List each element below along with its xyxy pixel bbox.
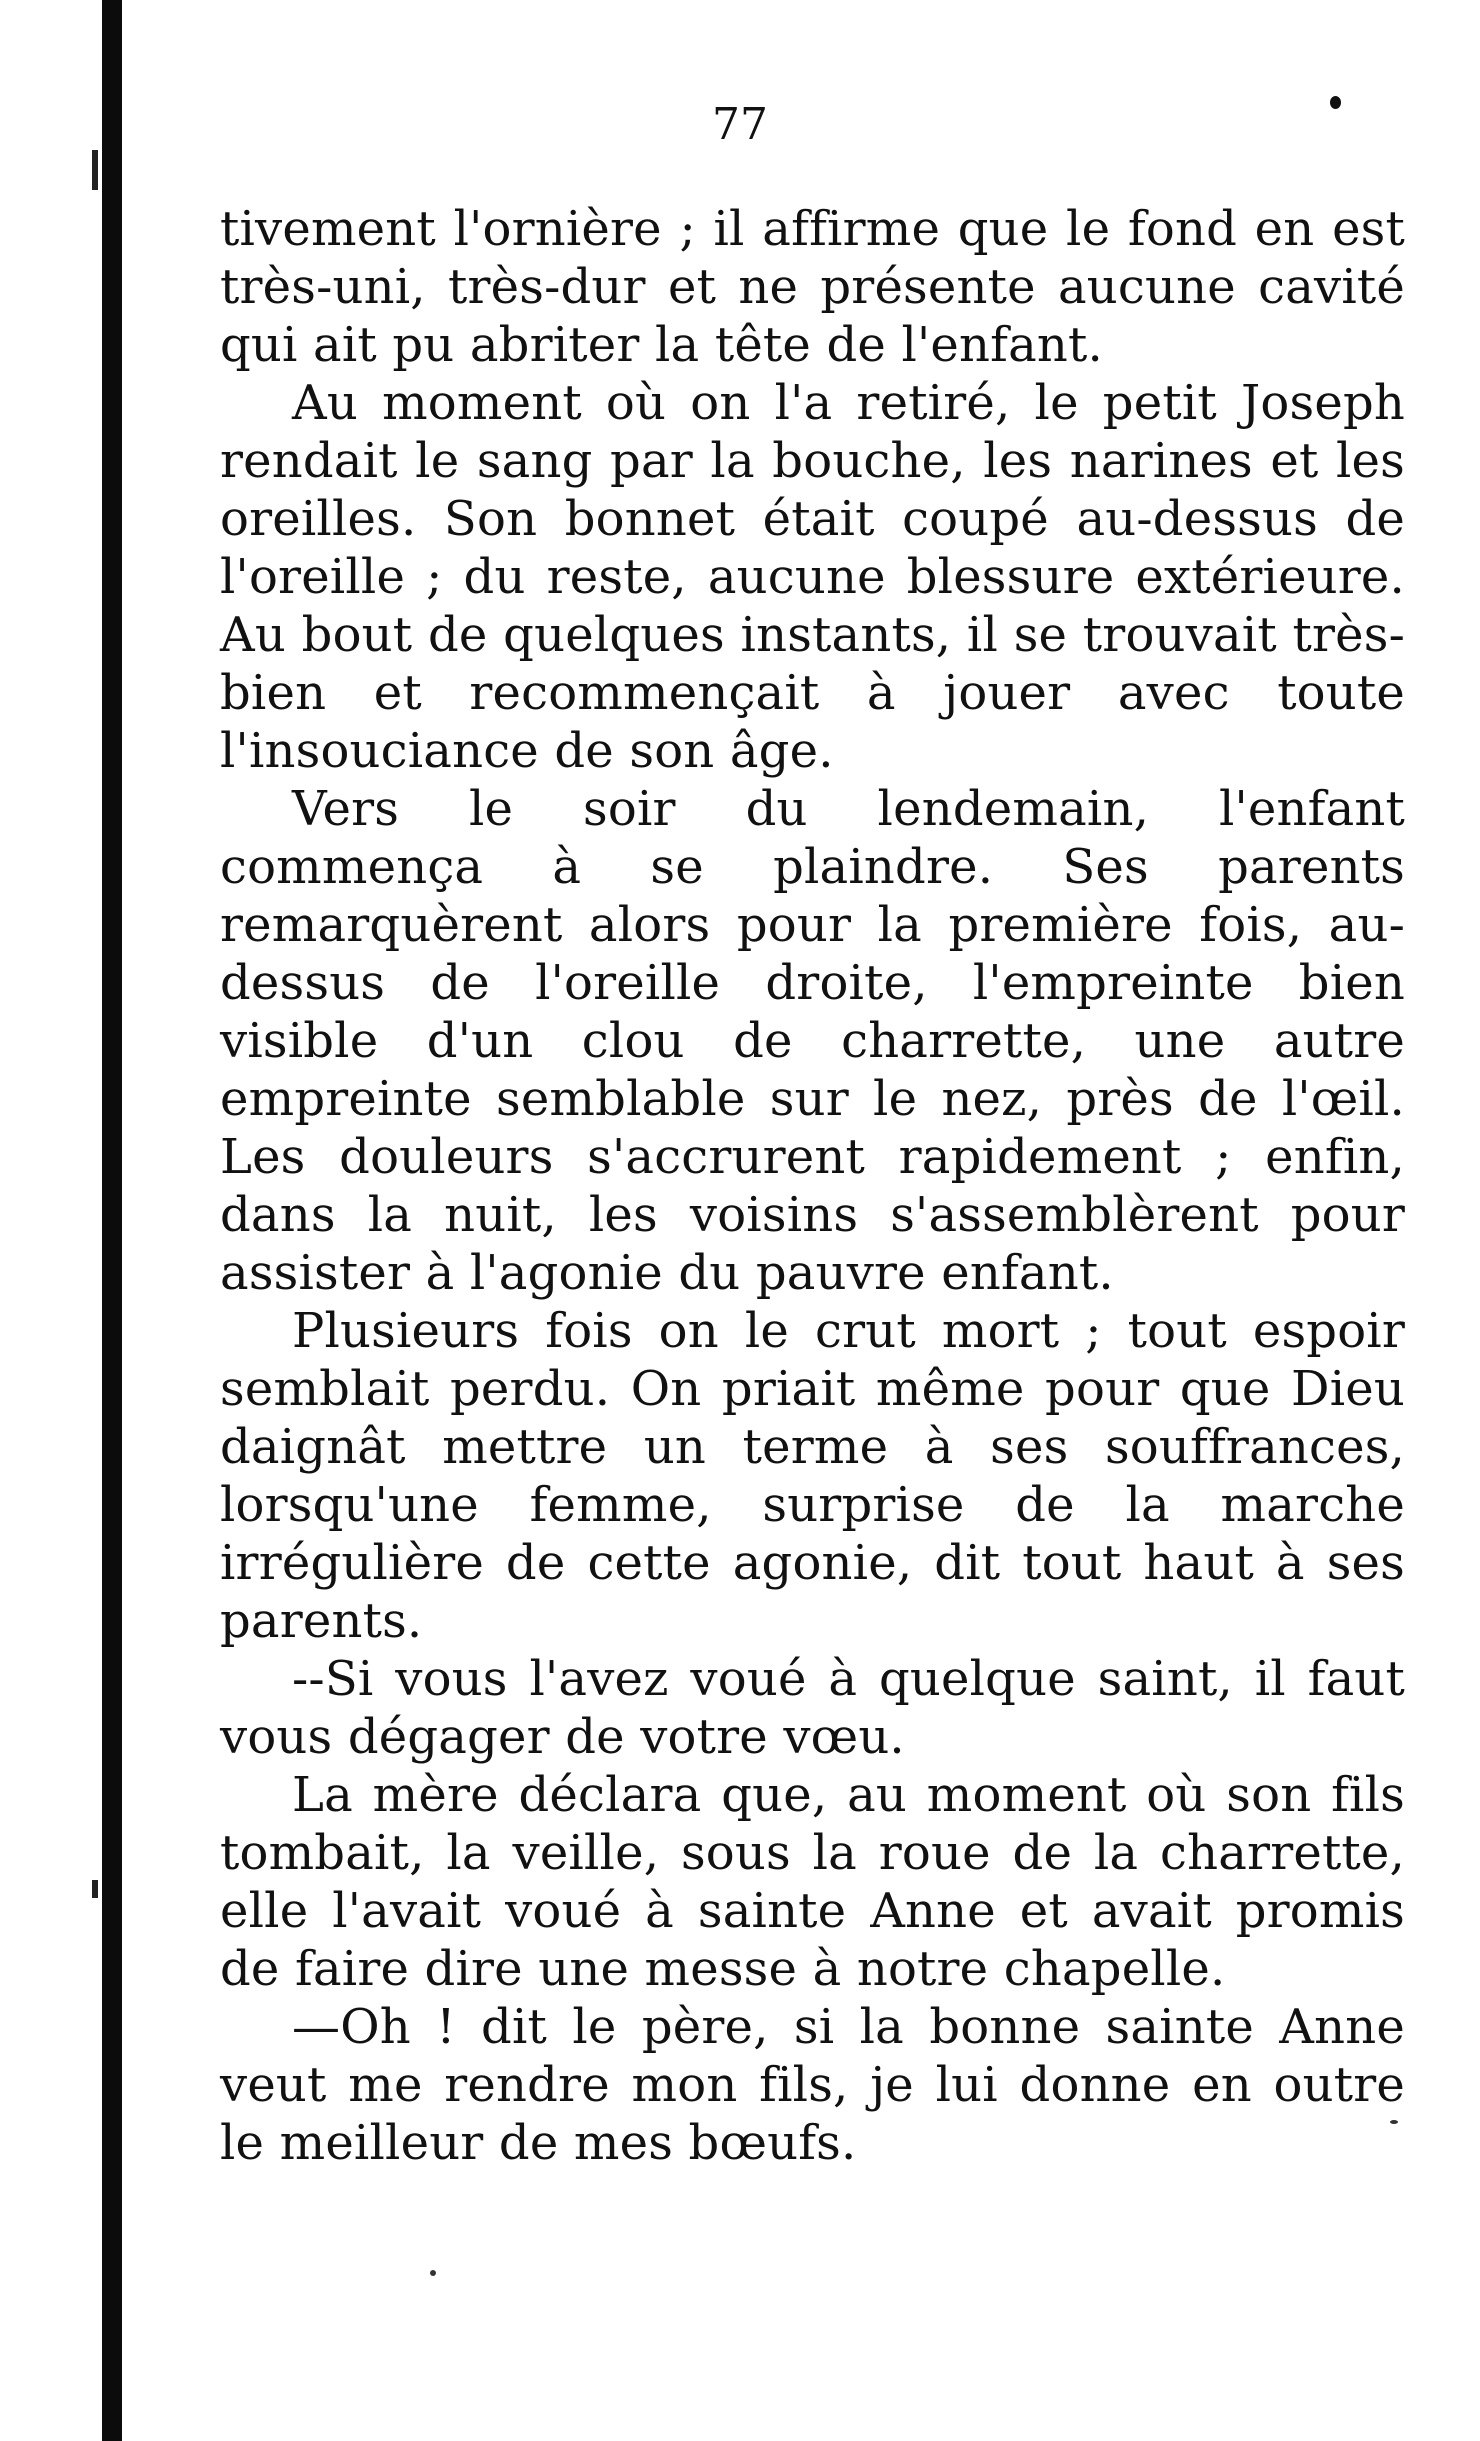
paragraph: La mère déclara que, au moment où son fils tombait, la veille, sous la roue de la charrette, elle l'avait voué à sainte Anne et avait promis de faire dire une messe à notre chapelle. xyxy=(220,1767,1405,1997)
dialogue-paragraph: --Si vous l'avez voué à quelque saint, il faut vous dégager de votre vœu. xyxy=(220,1651,1405,1765)
paragraph-continuation: tivement l'ornière ; il affirme que le fond en est très-uni, très-dur et ne présente aucune cavité qui ait pu abriter la tête de l'enfant. xyxy=(220,201,1405,373)
body-text xyxy=(220,200,1405,2172)
print-speck xyxy=(430,2270,436,2276)
dialogue-paragraph: —Oh ! dit le père, si la bonne sainte Anne veut me rendre mon fils, je lui donne en outre le meilleur de mes bœufs. xyxy=(220,1999,1405,2171)
page-number: 77 xyxy=(712,99,768,150)
binding-speck xyxy=(92,1880,98,1898)
left-margin-binding-rule xyxy=(102,0,122,2441)
paragraph: Au moment où on l'a retiré, le petit Joseph rendait le sang par la bouche, les narines et les oreilles. Son bonnet était coupé au-dessus de l'oreille ; du reste, aucune blessure extérieure. Au bout de quelques instants, il se trouvait très-bien et recommençait à jouer avec toute l'insouciance de son âge. xyxy=(220,375,1405,779)
binding-speck xyxy=(92,150,98,190)
paragraph: Vers le soir du lendemain, l'enfant commença à se plaindre. Ses parents remarquèrent alors pour la première fois, au-dessus de l'oreille droite, l'empreinte bien visible d'un clou de charrette, une autre empreinte semblable sur le nez, près de l'œil. Les douleurs s'accrurent rapidement ; enfin, dans la nuit, les voisins s'assemblèrent pour assister à l'agonie du pauvre enfant. xyxy=(220,781,1405,1301)
paragraph: Plusieurs fois on le crut mort ; tout espoir semblait perdu. On priait même pour que Dieu daignât mettre un terme à ses souffrances, lorsqu'une femme, surprise de la marche irrégulière de cette agonie, dit tout haut à ses parents. xyxy=(220,1303,1405,1649)
page-speck xyxy=(1330,96,1341,109)
print-speck xyxy=(1390,2120,1398,2124)
